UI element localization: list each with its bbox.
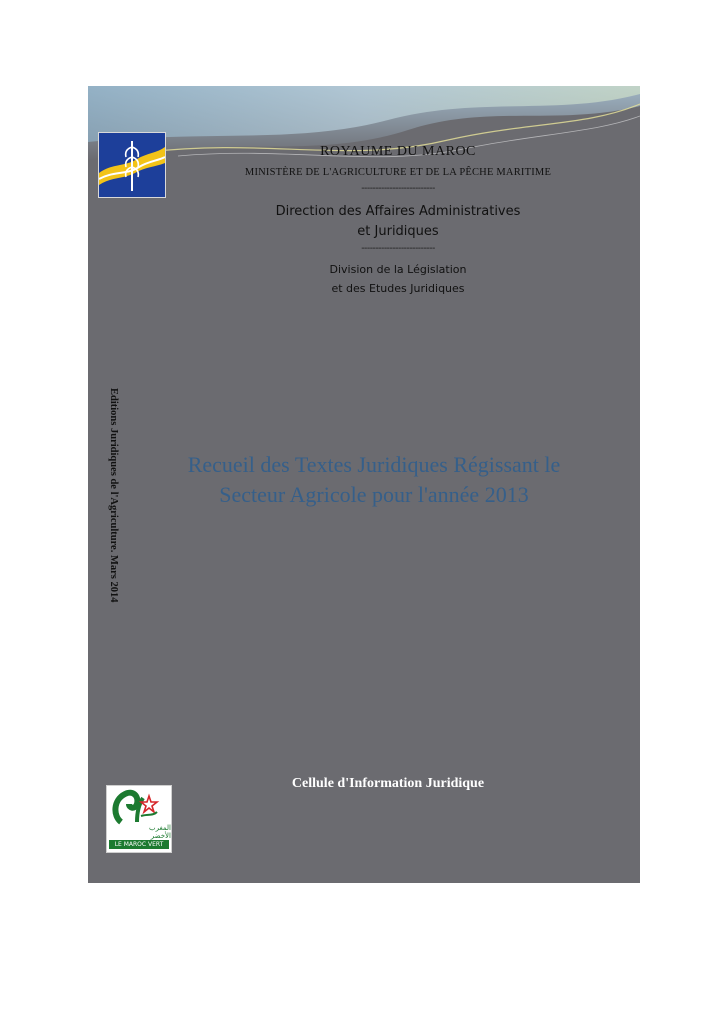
- direction-line-1: Direction des Affaires Administratives: [275, 204, 521, 219]
- direction-label: [218, 202, 578, 242]
- kingdom-label: ROYAUME DU MAROC: [320, 144, 476, 159]
- separator-line: --------------------------: [361, 183, 435, 194]
- separator-line: --------------------------: [361, 243, 435, 254]
- title-line-1: Recueil des Textes Juridiques Régissant le: [187, 452, 561, 477]
- logo-latin-text: LE MAROC VERT: [109, 840, 169, 849]
- logo-arabic-text: المغرب الأخضر: [149, 824, 171, 840]
- direction-line-2: et Juridiques: [357, 224, 439, 239]
- wheat-wave-logo-icon: [98, 132, 166, 198]
- division-line-2: et des Etudes Juridiques: [331, 282, 465, 295]
- cellule-label: Cellule d'Information Juridique: [291, 776, 485, 791]
- division-line-1: Division de la Législation: [329, 263, 467, 276]
- maroc-vert-logo-icon: [106, 785, 172, 853]
- document-title: [124, 450, 624, 510]
- ministry-label: MINISTÈRE DE L'AGRICULTURE ET DE LA PÊCHE MARITIME: [244, 167, 552, 178]
- document-cover: [88, 86, 640, 883]
- division-label: [218, 260, 578, 298]
- title-line-2: Secteur Agricole pour l'année 2013: [219, 482, 529, 507]
- spine-text: Editions Juridiques de l'Agriculture. Mars 2014: [108, 388, 119, 603]
